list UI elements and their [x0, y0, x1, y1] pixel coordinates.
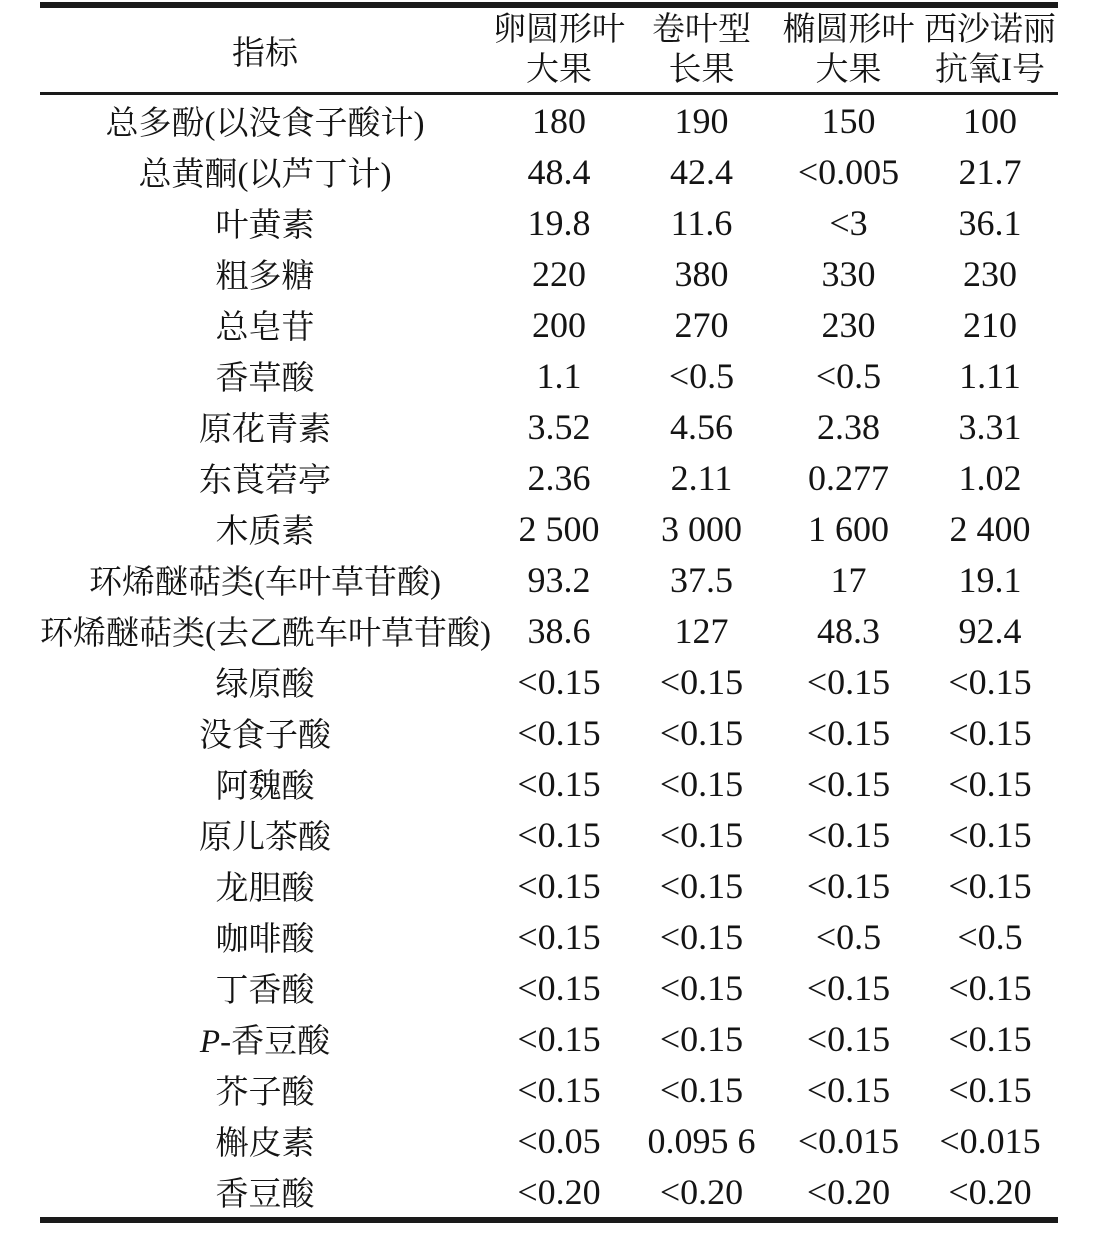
value-cell: <0.15 [517, 712, 601, 753]
value-cell: <0.15 [948, 763, 1032, 804]
value-cell: <0.15 [517, 1018, 601, 1059]
table-row [40, 503, 1058, 554]
composition-table [40, 2, 1058, 1223]
value-cell: <0.005 [797, 151, 900, 192]
value-cell: 0.095 6 [647, 1120, 756, 1161]
header-col-3-line1: 椭圆形叶 [782, 12, 915, 48]
value-cell: <0.15 [659, 967, 744, 1008]
table-row [40, 605, 1058, 656]
value-cell: <0.15 [806, 1018, 891, 1059]
header-col-2-line2: 长果 [668, 52, 735, 88]
value-cell: 48.4 [527, 151, 591, 192]
row-label: 原儿茶酸 [199, 820, 331, 856]
value-cell: <0.15 [517, 967, 601, 1008]
row-label: 槲皮素 [215, 1126, 315, 1162]
value-cell: <0.15 [517, 661, 601, 702]
value-cell: 2 500 [518, 508, 600, 549]
header-row [40, 5, 1058, 94]
value-cell: <0.5 [815, 916, 882, 957]
value-cell: <0.05 [517, 1120, 601, 1161]
value-cell: 11.6 [670, 202, 733, 243]
row-label: 没食子酸 [199, 718, 331, 754]
row-label: 绿原酸 [215, 667, 315, 703]
value-cell: 1.11 [959, 355, 1021, 396]
value-cell: <0.15 [517, 763, 601, 804]
value-cell: <0.15 [659, 763, 744, 804]
value-cell: 48.3 [817, 610, 880, 651]
value-cell: <0.15 [948, 712, 1032, 753]
value-cell: 3 000 [661, 508, 742, 549]
row-label: 丁香酸 [215, 973, 315, 1009]
row-label: 阿魏酸 [215, 769, 315, 805]
value-cell: 190 [674, 100, 729, 141]
value-cell: 17 [830, 559, 867, 600]
value-cell: <0.15 [806, 712, 891, 753]
row-label: 总皂苷 [215, 310, 315, 346]
value-cell: 330 [821, 253, 876, 294]
value-cell: 2.38 [817, 406, 880, 447]
table-row [40, 962, 1058, 1013]
value-cell: <0.5 [957, 916, 1023, 957]
value-cell: <0.15 [948, 1069, 1032, 1110]
table-row [40, 911, 1058, 962]
header-col-3-line2: 大果 [815, 52, 882, 88]
row-label: P-香豆酸 [199, 1024, 331, 1060]
value-cell: <0.15 [517, 916, 601, 957]
value-cell: 92.4 [958, 610, 1022, 651]
value-cell: 230 [963, 253, 1017, 294]
table-row [40, 707, 1058, 758]
header-col-2 [628, 5, 775, 94]
row-label: 香草酸 [215, 361, 315, 397]
table-row [40, 1115, 1058, 1166]
value-cell: 200 [532, 304, 586, 345]
header-col-4-line1: 西沙诺丽 [924, 12, 1056, 48]
row-label-italic-prefix: P- [199, 1024, 232, 1060]
table-row [40, 94, 1058, 147]
value-cell: <0.15 [517, 865, 601, 906]
value-cell: 37.5 [670, 559, 733, 600]
row-label: 香豆酸 [215, 1177, 315, 1213]
row-label: 环烯醚萜类(去乙酰车叶草苷酸) [40, 616, 491, 652]
table-body [40, 94, 1058, 1221]
value-cell: 42.4 [670, 151, 733, 192]
value-cell: 36.1 [958, 202, 1022, 243]
row-label: 总多酚(以没食子酸计) [105, 106, 425, 142]
header-col-1-line1: 卵圆形叶 [493, 12, 625, 48]
value-cell: 38.6 [527, 610, 591, 651]
row-label: 总黄酮(以芦丁计) [138, 157, 392, 193]
value-cell: <0.20 [659, 1171, 744, 1212]
row-label: 咖啡酸 [215, 922, 315, 958]
table-header [40, 5, 1058, 94]
table-row [40, 1064, 1058, 1115]
value-cell: <0.15 [659, 1018, 744, 1059]
table-row [40, 248, 1058, 299]
table-row [40, 401, 1058, 452]
table-row [40, 197, 1058, 248]
value-cell: <0.15 [948, 661, 1032, 702]
table-row [40, 860, 1058, 911]
value-cell: <0.15 [659, 814, 744, 855]
table-row [40, 758, 1058, 809]
value-cell: <0.15 [948, 865, 1032, 906]
value-cell: 19.8 [527, 202, 591, 243]
value-cell: <0.15 [806, 865, 891, 906]
value-cell: <0.15 [948, 1018, 1032, 1059]
value-cell: 1.02 [958, 457, 1022, 498]
table-row [40, 146, 1058, 197]
value-cell: <0.5 [815, 355, 882, 396]
value-cell: <0.20 [806, 1171, 891, 1212]
header-col-4 [922, 5, 1058, 94]
value-cell: 0.277 [808, 457, 889, 498]
row-label: 芥子酸 [215, 1075, 315, 1111]
value-cell: 19.1 [958, 559, 1022, 600]
value-cell: <0.15 [659, 712, 744, 753]
value-cell: <0.15 [517, 814, 601, 855]
value-cell: 210 [963, 304, 1017, 345]
value-cell: 100 [963, 100, 1017, 141]
value-cell: <0.20 [948, 1171, 1032, 1212]
header-col-3 [775, 5, 922, 94]
table-row [40, 656, 1058, 707]
header-col-1-line2: 大果 [526, 52, 592, 88]
value-cell: 21.7 [958, 151, 1022, 192]
table-row [40, 452, 1058, 503]
table-row [40, 299, 1058, 350]
value-cell: 230 [821, 304, 876, 345]
value-cell: 1 600 [808, 508, 889, 549]
value-cell: 220 [532, 253, 586, 294]
value-cell: <0.15 [948, 814, 1032, 855]
value-cell: <0.015 [939, 1120, 1041, 1161]
value-cell: <0.15 [806, 967, 891, 1008]
value-cell: <0.15 [659, 1069, 744, 1110]
row-label: 环烯醚萜类(车叶草苷酸) [89, 565, 441, 601]
table-row [40, 809, 1058, 860]
table-row [40, 1013, 1058, 1064]
value-cell: <0.15 [517, 1069, 601, 1110]
header-col-1 [490, 5, 628, 94]
value-cell: <0.15 [659, 865, 744, 906]
value-cell: <0.15 [806, 661, 891, 702]
value-cell: 1.1 [536, 355, 582, 396]
value-cell: 93.2 [527, 559, 591, 600]
value-cell: 2.36 [527, 457, 591, 498]
value-cell: 380 [674, 253, 729, 294]
value-cell: <0.15 [806, 814, 891, 855]
value-cell: <0.015 [797, 1120, 900, 1161]
value-cell: 3.52 [527, 406, 591, 447]
table-row [40, 1166, 1058, 1220]
value-cell: 180 [532, 100, 586, 141]
value-cell: 150 [821, 100, 876, 141]
header-col-4-line2: 抗氧I号 [935, 52, 1045, 88]
value-cell: 2 400 [949, 508, 1031, 549]
row-label: 原花青素 [199, 412, 331, 448]
value-cell: 2.11 [670, 457, 733, 498]
value-cell: 127 [674, 610, 729, 651]
value-cell: <0.5 [668, 355, 735, 396]
table-row [40, 554, 1058, 605]
value-cell: <0.15 [806, 1069, 891, 1110]
value-cell: 4.56 [670, 406, 733, 447]
value-cell: <0.15 [659, 661, 744, 702]
row-label: 龙胆酸 [215, 871, 315, 907]
value-cell: 3.31 [958, 406, 1022, 447]
row-label: 粗多糖 [215, 259, 315, 295]
value-cell: <0.15 [806, 763, 891, 804]
row-label: 叶黄素 [215, 208, 315, 244]
value-cell: <0.15 [659, 916, 744, 957]
table-row [40, 350, 1058, 401]
value-cell: <0.20 [517, 1171, 601, 1212]
row-label: 木质素 [215, 514, 315, 550]
value-cell: 270 [674, 304, 729, 345]
value-cell: <0.15 [948, 967, 1032, 1008]
row-label: 东莨菪亭 [199, 463, 331, 499]
header-indicator: 指标 [40, 5, 490, 94]
value-cell: <3 [829, 202, 868, 243]
header-col-2-line1: 卷叶型 [652, 12, 751, 48]
